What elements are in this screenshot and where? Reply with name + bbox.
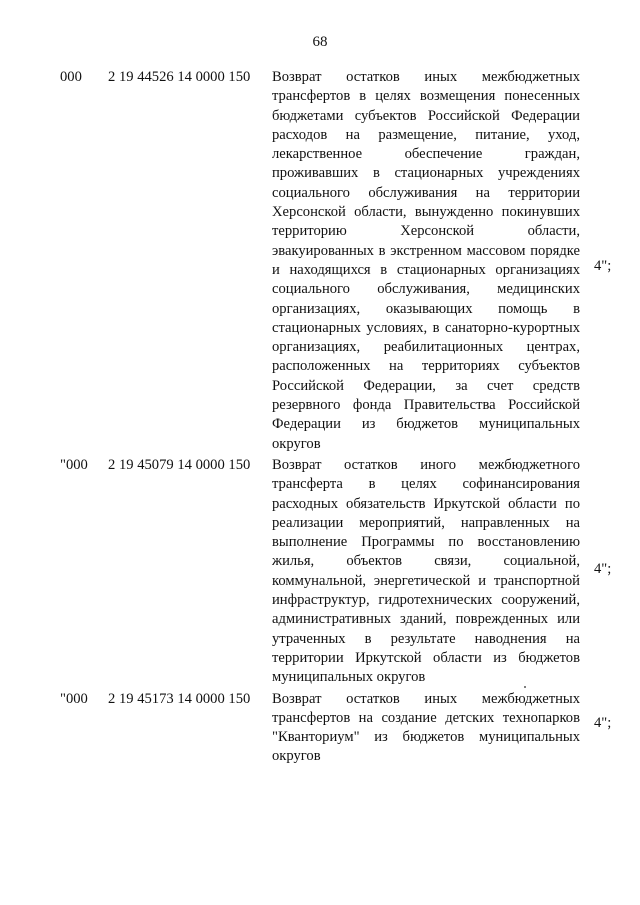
admin-code: "000 xyxy=(60,690,88,707)
table-row xyxy=(0,454,640,688)
budget-classification-code: 2 19 44526 14 0000 150 xyxy=(108,69,251,85)
row-description: Возврат остатков иных межбюджетных трансфертов на создание детских технопарков "Кванториум" из бюджетов муниципальных округов xyxy=(272,690,580,765)
row-tail: 4"; xyxy=(594,714,612,731)
row-tail: 4"; xyxy=(594,258,612,274)
row-description: Возврат остатков иного межбюджетного трансферта в целях софинансирования расходных обязательств Иркутской области по реализации мероприятий, направленных на выполнение Программы по восстановлению жилья, объектов связи, социальной, коммунальной, энергетической и транспортной инфраструктур, гидротехнических сооружений, административных зданий, поврежденных или утраченных в результате наводнения на территории Иркутской области из бюджетов муниципальных округов xyxy=(272,456,580,686)
document-table xyxy=(0,66,640,767)
table-row xyxy=(0,688,640,767)
row-tail: 4"; xyxy=(594,560,612,577)
admin-code: "000 xyxy=(60,456,88,473)
table-row xyxy=(0,66,640,454)
page-number: 68 xyxy=(312,34,328,50)
budget-classification-code: 2 19 45079 14 0000 150 xyxy=(108,456,251,473)
admin-code: 000 xyxy=(60,69,82,85)
row-description: Возврат остатков иных межбюджетных трансфертов в целях возмещения понесенных бюджетами субъектов Российской Федерации расходов на размещение, питание, уход, лекарственное обеспечение граждан, проживавших в стационарных учреждениях социального обслуживания на территории Херсонской области, вынужденно покинувших территорию Херсонской области, эвакуированных в экстренном массовом порядке и находящихся в стационарных организациях социального обслуживания, медицинских организациях, оказывающих помощь в стационарных условиях, в санаторно-курортных организациях, реабилитационных центрах, расположенных на территориях субъектов Российской Федерации, за счет средств резервного фонда Правительства Российской Федерации из бюджетов муниципальных округов xyxy=(272,69,580,452)
budget-classification-code: 2 19 45173 14 0000 150 xyxy=(108,690,251,707)
scan-speck xyxy=(524,686,526,688)
